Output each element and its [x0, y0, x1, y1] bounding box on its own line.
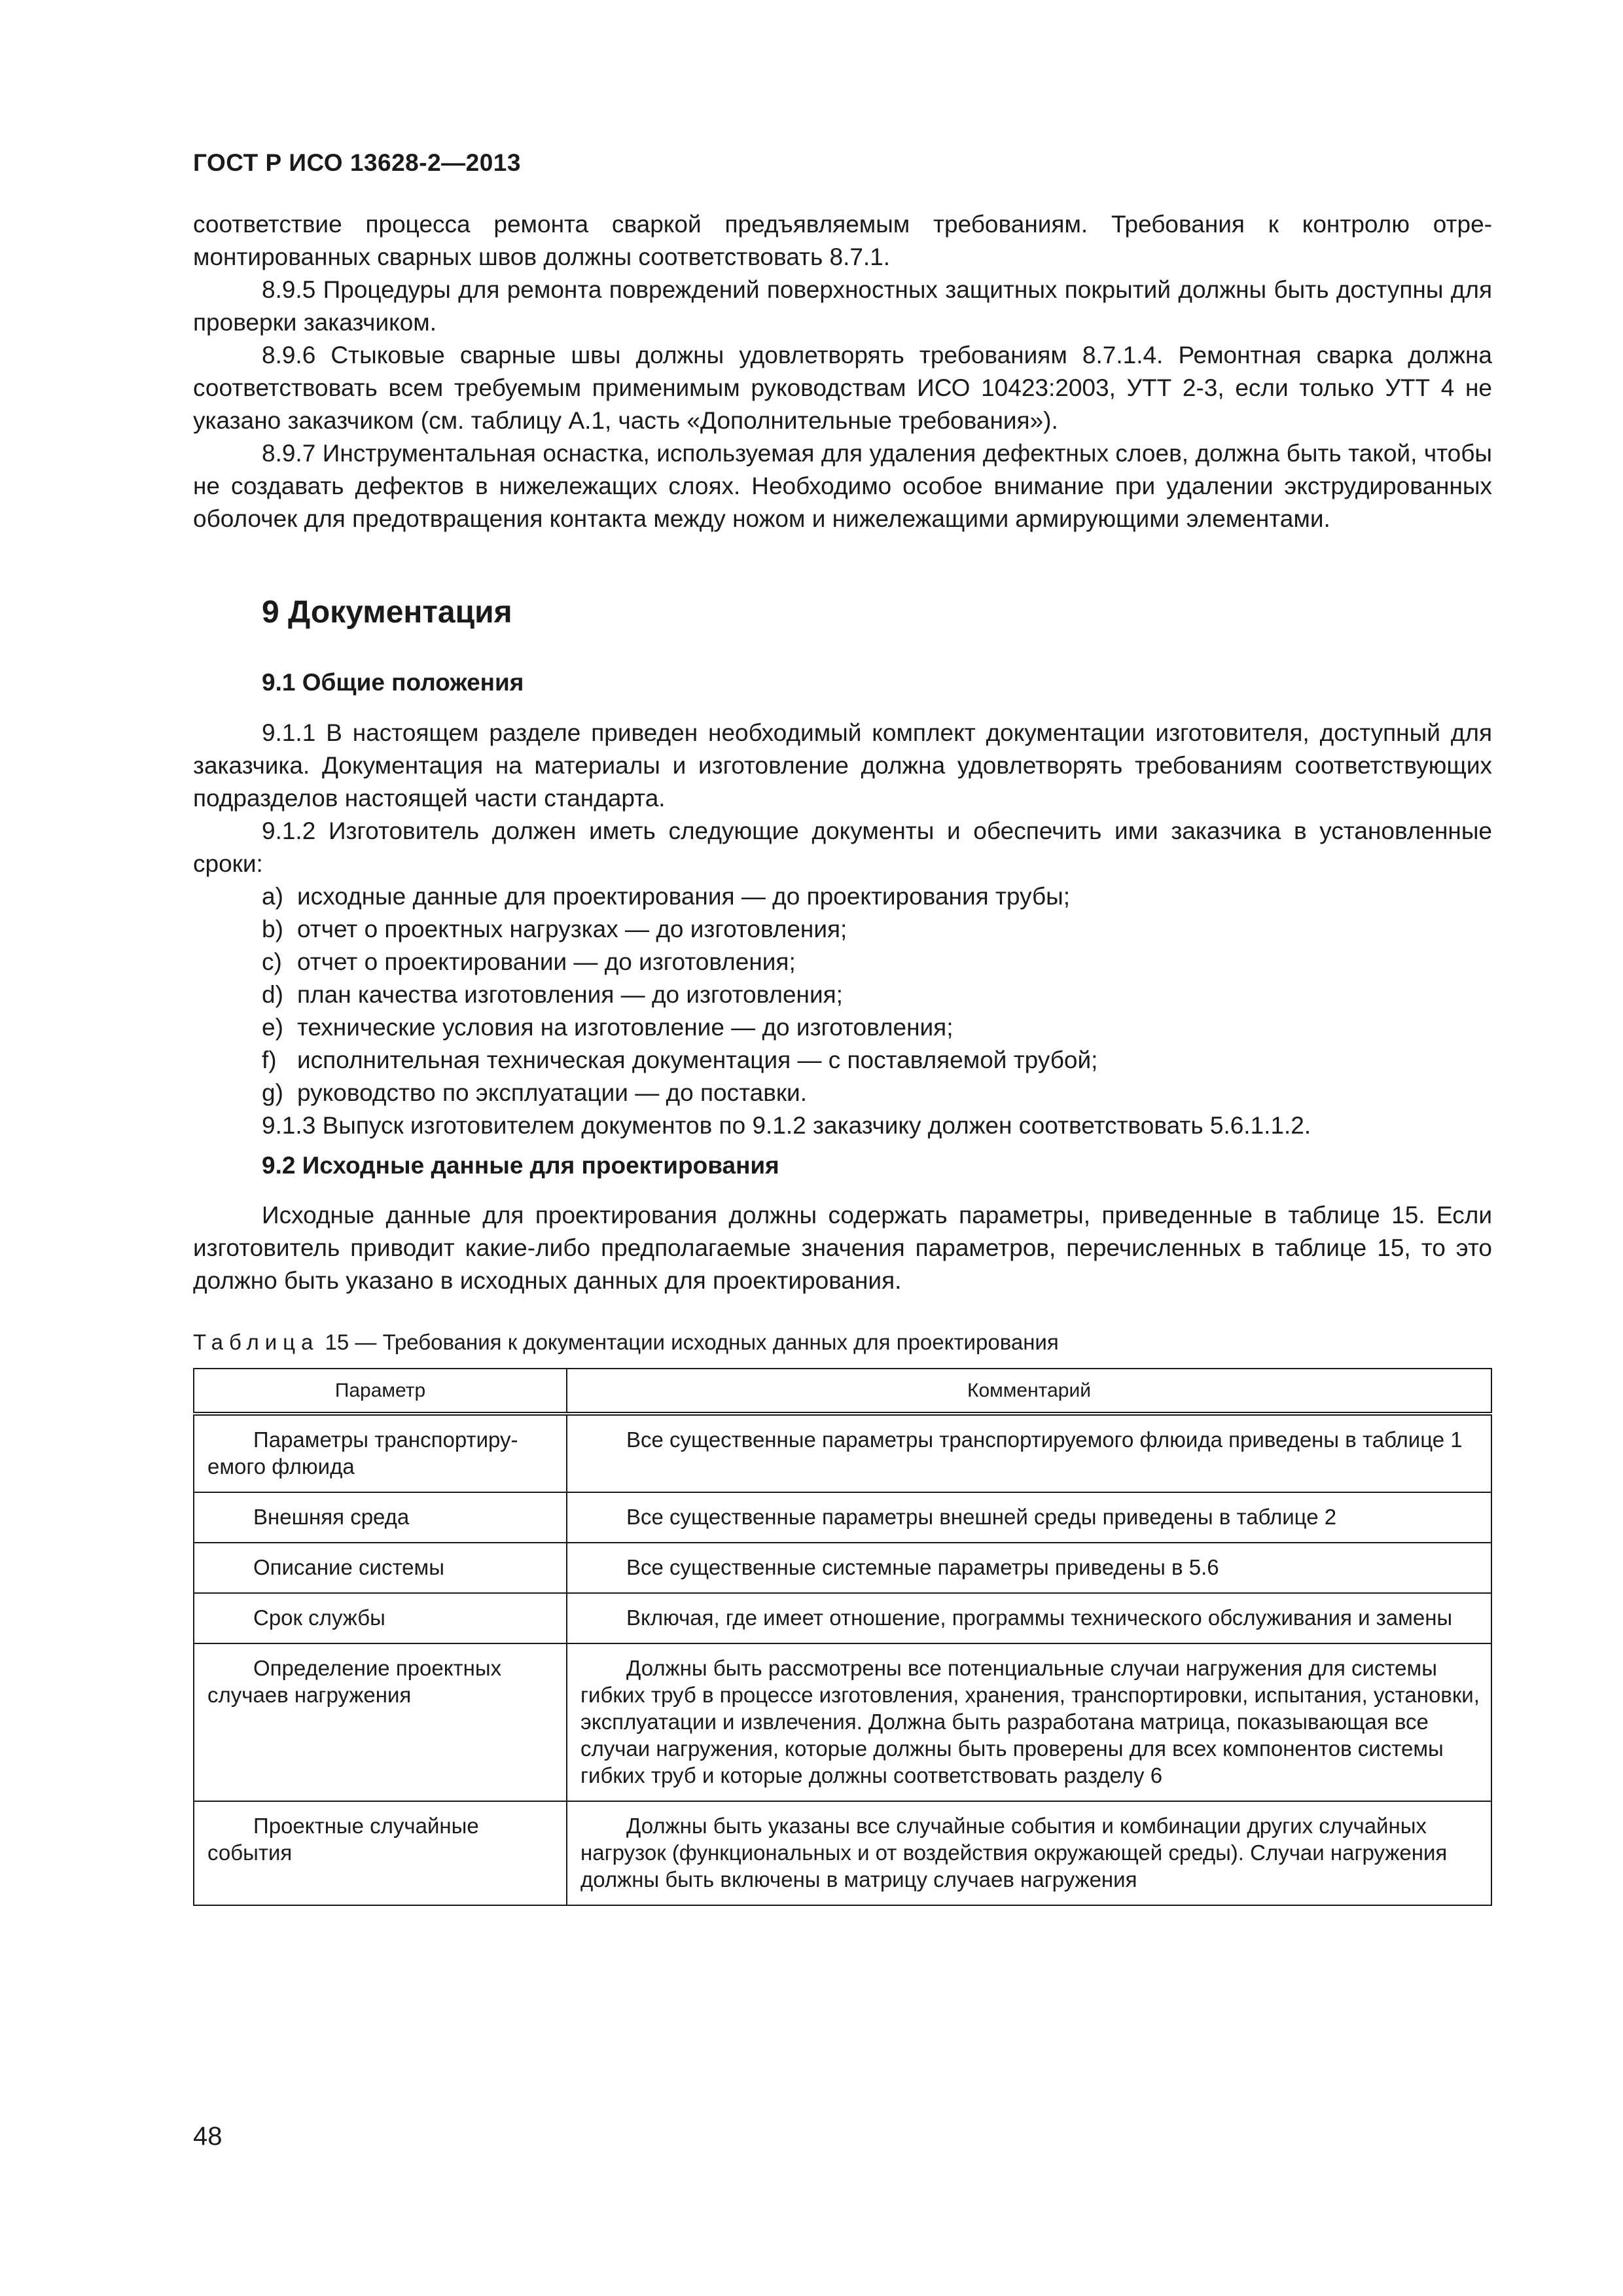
subsection-9-2-title: 9.2 Исходные данные для проектирования: [262, 1152, 779, 1179]
paragraph-9-1-3: 9.1.3 Выпуск изготовителем документов по 9.1.2 заказчику должен соответствовать 5.6.1.1.2.: [262, 1112, 1311, 1139]
parameter-cell: Описание системы: [253, 1555, 444, 1579]
document-list: [193, 880, 1492, 1109]
paragraph-continuation: соответствие процесса ремонта сваркой предъявляемым требованиям. Требования к контролю отремонтированных сварных швов должны соответствовать 8.7.1.: [193, 211, 1492, 270]
parameter-cell: Внешняя среда: [253, 1505, 410, 1529]
column-header-parameter: Параметр: [194, 1369, 567, 1414]
table-row: [194, 1643, 1491, 1801]
parameter-cell: Проектные случайные события: [207, 1814, 479, 1865]
list-item: e) технические условия на изготовление — до изготовления;: [262, 1014, 954, 1041]
column-header-comment: Комментарий: [567, 1369, 1491, 1414]
paragraph-9-1-1: 9.1.1 В настоящем разделе приведен необходимый комплект документации изготовителя, доступный для заказчика. Документация на материалы и изготовление должна удовлетворять требованиям соответствующих подразделов настоящей части стандарта.: [193, 719, 1492, 812]
subsection-9-1-body: [193, 717, 1492, 1142]
subsection-9-2-body: [193, 1199, 1492, 1297]
paragraph-8-9-7: 8.9.7 Инструментальная оснастка, используемая для удаления дефектных слоев, должна быть такой, чтобы не создавать дефектов в нижележащих слоях. Необходимо особое внимание при удалении экструдированных оболочек для предотвращения контакта между ножом и нижележащими армирующими элементами.: [193, 440, 1492, 532]
requirements-table: [193, 1368, 1492, 1906]
paragraph-8-9-6: 8.9.6 Стыковые сварные швы должны удовлетворять требованиям 8.7.1.4. Ремонтная сварка должна соответствовать всем требуемым применимым руководствам ИСО 10423:2003, УТТ 2-3, если только УТТ 4 не указано заказчиком (см. таблицу А.1, часть «Дополнительные требования»).: [193, 342, 1492, 434]
table-row: [194, 1801, 1491, 1905]
list-item: a) исходные данные для проектирования — до проектирования трубы;: [262, 883, 1071, 910]
list-item: d) план качества изготовления — до изготовления;: [262, 981, 843, 1008]
parameter-cell: Параметры транспортируемого флюида: [207, 1427, 518, 1479]
subsection-9-1-title: 9.1 Общие положения: [262, 669, 524, 696]
list-item: g) руководство по эксплуатации — до поставки.: [262, 1079, 807, 1106]
list-item: c) отчет о проектировании — до изготовления;: [262, 948, 796, 975]
paragraph-9-2: Исходные данные для проектирования должны содержать параметры, приведенные в таблице 15. Если изготовитель приводит какие-либо предполагаемые значения параметров, перечисленных в таблице 15, то это должно быть указано в исходных данных для проектирования.: [193, 1202, 1492, 1294]
table-row: [194, 1593, 1491, 1643]
paragraph-9-1-2: 9.1.2 Изготовитель должен иметь следующие документы и обеспечить ими заказчика в установленные сроки:: [193, 817, 1492, 877]
comment-cell: Должны быть указаны все случайные события и комбинации других случайных нагрузок (функциональных и от воздействия окружающей среды). Случаи нагружения должны быть включены в матрицу случаев нагружения: [580, 1814, 1448, 1892]
comment-cell: Все существенные параметры внешней среды приведены в таблице 2: [626, 1505, 1337, 1529]
page-number: 48: [193, 2122, 223, 2151]
section-title: 9 Документация: [262, 595, 512, 630]
list-item: b) отчет о проектных нагрузках — до изготовления;: [262, 916, 847, 942]
standard-header: ГОСТ Р ИСО 13628-2—2013: [193, 149, 521, 176]
table-row: [194, 1543, 1491, 1593]
comment-cell: Все существенные системные параметры приведены в 5.6: [626, 1555, 1219, 1579]
table-row: [194, 1414, 1491, 1492]
comment-cell: Должны быть рассмотрены все потенциальные случаи нагружения для системы гибких труб в процессе изготовления, хранения, транспортировки, испытания, установки, эксплуатации и извлечения. Должна быть разработана матрица, показывающая все случаи нагружения, которые должны быть проверены для всех компонентов системы гибких труб и которые должны соответствовать разделу 6: [580, 1656, 1480, 1787]
table-caption: Таблица 15 — Требования к документации исходных данных для проектирования: [193, 1330, 1059, 1354]
parameter-cell: Срок службы: [253, 1605, 385, 1630]
table-row: [194, 1492, 1491, 1543]
comment-cell: Включая, где имеет отношение, программы технического обслуживания и замены: [626, 1605, 1453, 1630]
parameter-cell: Определение проектных случаев нагружения: [207, 1656, 502, 1707]
table-header-row: [194, 1369, 1491, 1414]
list-item: f) исполнительная техническая документация — с поставляемой трубой;: [262, 1047, 1098, 1073]
intro-text: [193, 208, 1492, 535]
comment-cell: Все существенные параметры транспортируемого флюида приведены в таблице 1: [626, 1427, 1463, 1452]
paragraph-8-9-5: 8.9.5 Процедуры для ремонта повреждений поверхностных защитных покрытий должны быть доступны для проверки заказчиком.: [193, 276, 1492, 336]
